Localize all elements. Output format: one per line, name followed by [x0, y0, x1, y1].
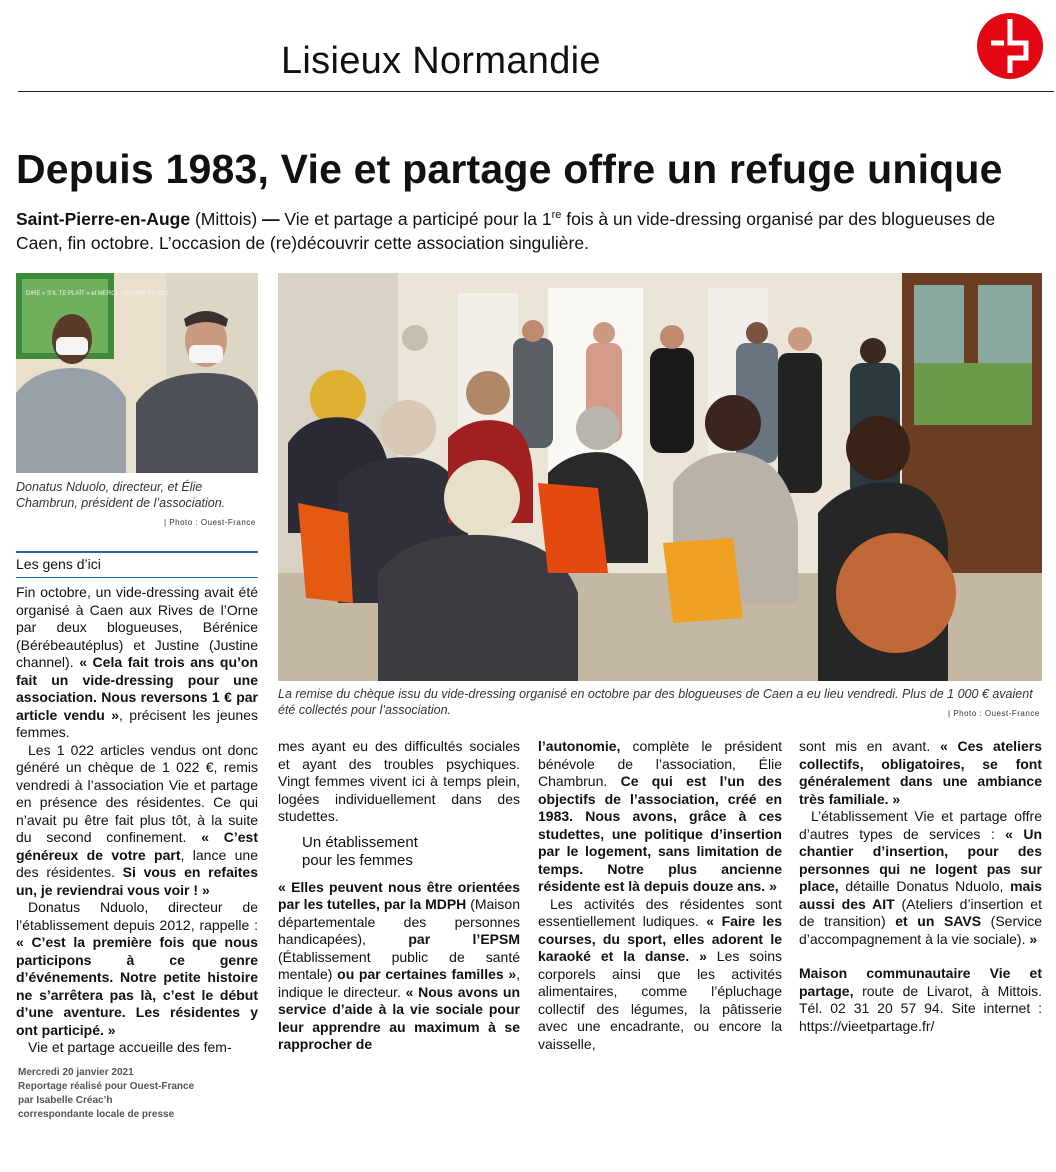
paragraph	[799, 738, 1042, 808]
standfirst-text: Vie et partage a participé pour la 1	[284, 208, 552, 229]
quote: »	[1029, 930, 1038, 947]
quote: « Ces ateliers collectifs, obligatoires, se font généralement dans une ambiance très familiale. »	[799, 738, 1042, 807]
subheading-line-2: pour les femmes	[302, 851, 413, 869]
section-title: Lisieux Normandie	[281, 40, 601, 82]
article-column-1	[16, 584, 258, 1057]
quote: et un SAVS	[895, 913, 982, 929]
footer-date: Mercredi 20 janvier 2021	[18, 1067, 134, 1078]
quote: Si vous en refaites un, je reviendrai vous voir ! »	[16, 864, 258, 898]
paragraph	[538, 896, 782, 1054]
quote: « Faire les courses, du sport, elles adorent le karaoké et la danse. »	[538, 913, 782, 964]
paragraph	[16, 899, 258, 1039]
contact-paragraph	[799, 965, 1042, 1035]
subheading-line-1: Un établissement	[302, 833, 418, 851]
standfirst-place: Saint-Pierre-en-Auge	[16, 208, 191, 229]
contact-details: route de Livarot, à Mittois. Tél. 02 31 20 57 94. Site internet : https://vieetpartage.fr/	[799, 982, 1042, 1034]
paragraph	[278, 879, 520, 1054]
text: , indique le directeur.	[278, 966, 520, 1000]
paragraph	[16, 742, 258, 900]
quote: Ce qui est l’un des objectifs de l’association, créé en 1983. Nous avons, grâce à ces studettes, une politique d’insertion par le logement, sans limitation de temps. Notre plus ancienne résidente est là depuis douze ans. »	[538, 773, 782, 894]
standfirst-place-detail: (Mittois)	[194, 208, 258, 229]
quote: « Nous avons un service d’aide à la vie sociale pour leur apprendre au maximum à se rapprocher de	[278, 983, 520, 1052]
text: complète le président bénévole de l’association, Élie Chambrun.	[538, 738, 782, 789]
quote: l’autonomie,	[538, 738, 621, 754]
portrait-photo	[16, 273, 258, 473]
quote: « C’est généreux de votre part	[16, 829, 258, 863]
footer-line: correspondante locale de presse	[18, 1109, 175, 1120]
rubric-rule-bottom	[16, 577, 258, 578]
text: Fin octobre, un vide-dressing avait été organisé à Caen aux Rives de l’Orne par deux blogueuses, Bérénice (Bérébeautéplus) et Justine (Justine channel).	[16, 584, 258, 670]
byline-footer	[18, 1066, 194, 1122]
quote: ou par certaines familles »	[337, 966, 517, 982]
text: détaille Donatus Nduolo,	[838, 878, 1011, 894]
ceremony-photo	[278, 273, 1042, 681]
paragraph	[16, 584, 258, 742]
paragraph	[538, 738, 782, 896]
text: (Service d’accompagnement à la vie sociale).	[799, 913, 1042, 947]
quote: « Cela fait trois ans qu’on fait un vide-dressing pour une association. Nous reversons 1 € par article vendu »	[16, 654, 259, 723]
quote: « Un chantier d’insertion, pour des personnes qui ne logent pas sur place,	[799, 825, 1042, 894]
text: , précisent les jeunes femmes.	[16, 706, 258, 740]
paragraph	[278, 738, 520, 826]
text: Les 1 022 articles vendus ont donc généré un chèque de 1 022 €, remis vendredi à l’association Vie et partage en présence des résidentes. Ce qui n’avait pu être fait plus tôt, à la suite du second confinement.	[16, 741, 258, 845]
header-rule	[18, 91, 1054, 92]
portrait-caption: Donatus Nduolo, directeur, et Élie Chambrun, président de l’association.	[16, 480, 226, 510]
contact-name: Maison communautaire Vie et partage,	[799, 965, 1042, 999]
text: (Établissement public de santé mentale)	[278, 948, 520, 982]
paragraph	[16, 1039, 258, 1057]
footer-line: Reportage réalisé pour Ouest-France	[18, 1081, 195, 1092]
text: sont mis en avant.	[799, 738, 940, 754]
article-column-4	[799, 738, 1042, 1035]
text: Vie et partage accueille des fem-	[28, 1039, 232, 1055]
quote: par l’EPSM	[408, 931, 520, 947]
poster-text: DIRE « S’IL TE PLAÎT » et MERCI · CROIRE EN SOI	[26, 291, 168, 297]
standfirst	[16, 203, 1046, 255]
portrait-credit: | Photo : Ouest-France	[164, 518, 256, 527]
text: L’établissement Vie et partage offre d’autres types de services :	[799, 808, 1042, 842]
headline: Depuis 1983, Vie et partage offre un refuge unique	[16, 146, 1003, 192]
standfirst-sup: re	[551, 209, 562, 221]
footer-line: par Isabelle Créac’h	[18, 1095, 113, 1106]
article-column-3	[538, 738, 782, 1053]
text: Les soins corporels ainsi que les activités alimentaires, comme l’épluchage collectif des légumes, la pâtisserie avec une encadrante, ou encore la vaisselle,	[538, 948, 782, 1052]
article-column-2	[278, 738, 520, 1054]
standfirst-text-2: fois à un vide-dressing organisé par des blogueuses de Caen, fin octobre. L’occasion de (re)découvrir cette association singulière.	[16, 208, 996, 253]
quote: mais aussi des AIT	[799, 878, 1042, 912]
quote: « C’est la première fois que nous participons à ce genre d’événements. Notre petite histoire ne s’arrêtera pas là, c’est le début d’une aventure. Les résidentes y ont participé. »	[16, 934, 258, 1038]
ceremony-credit: | Photo : Ouest-France	[948, 709, 1040, 718]
text: (Ateliers d’insertion et de transition)	[799, 895, 1042, 929]
text: mes ayant eu des difficultés sociales et ayant des troubles psychiques. Vingt femmes vivent ici à temps plein, logées individuellement dans des studettes.	[278, 738, 520, 824]
text: (Maison départementale des personnes handicapées),	[278, 896, 520, 947]
text: Les activités des résidentes sont essentiellement ludiques.	[538, 895, 782, 929]
rubric-label: Les gens d’ici	[16, 556, 101, 572]
paragraph	[799, 808, 1042, 948]
standfirst-dash: —	[257, 208, 285, 229]
quote: « Elles peuvent nous être orientées par les tutelles, par la MDPH	[278, 878, 520, 912]
rubric-rule-top	[16, 551, 258, 553]
ouest-france-logo-icon	[977, 13, 1043, 79]
subheading	[302, 834, 520, 870]
text: , lance une des résidentes.	[16, 846, 259, 880]
text: Donatus Nduolo, directeur de l’établissement depuis 2012, rappelle :	[16, 899, 258, 933]
ceremony-caption: La remise du chèque issu du vide-dressing organisé en octobre par des blogueuses de Caen a eu lieu vendredi. Plus de 1 000 € avaient été collectés pour l’association.	[278, 687, 1033, 717]
